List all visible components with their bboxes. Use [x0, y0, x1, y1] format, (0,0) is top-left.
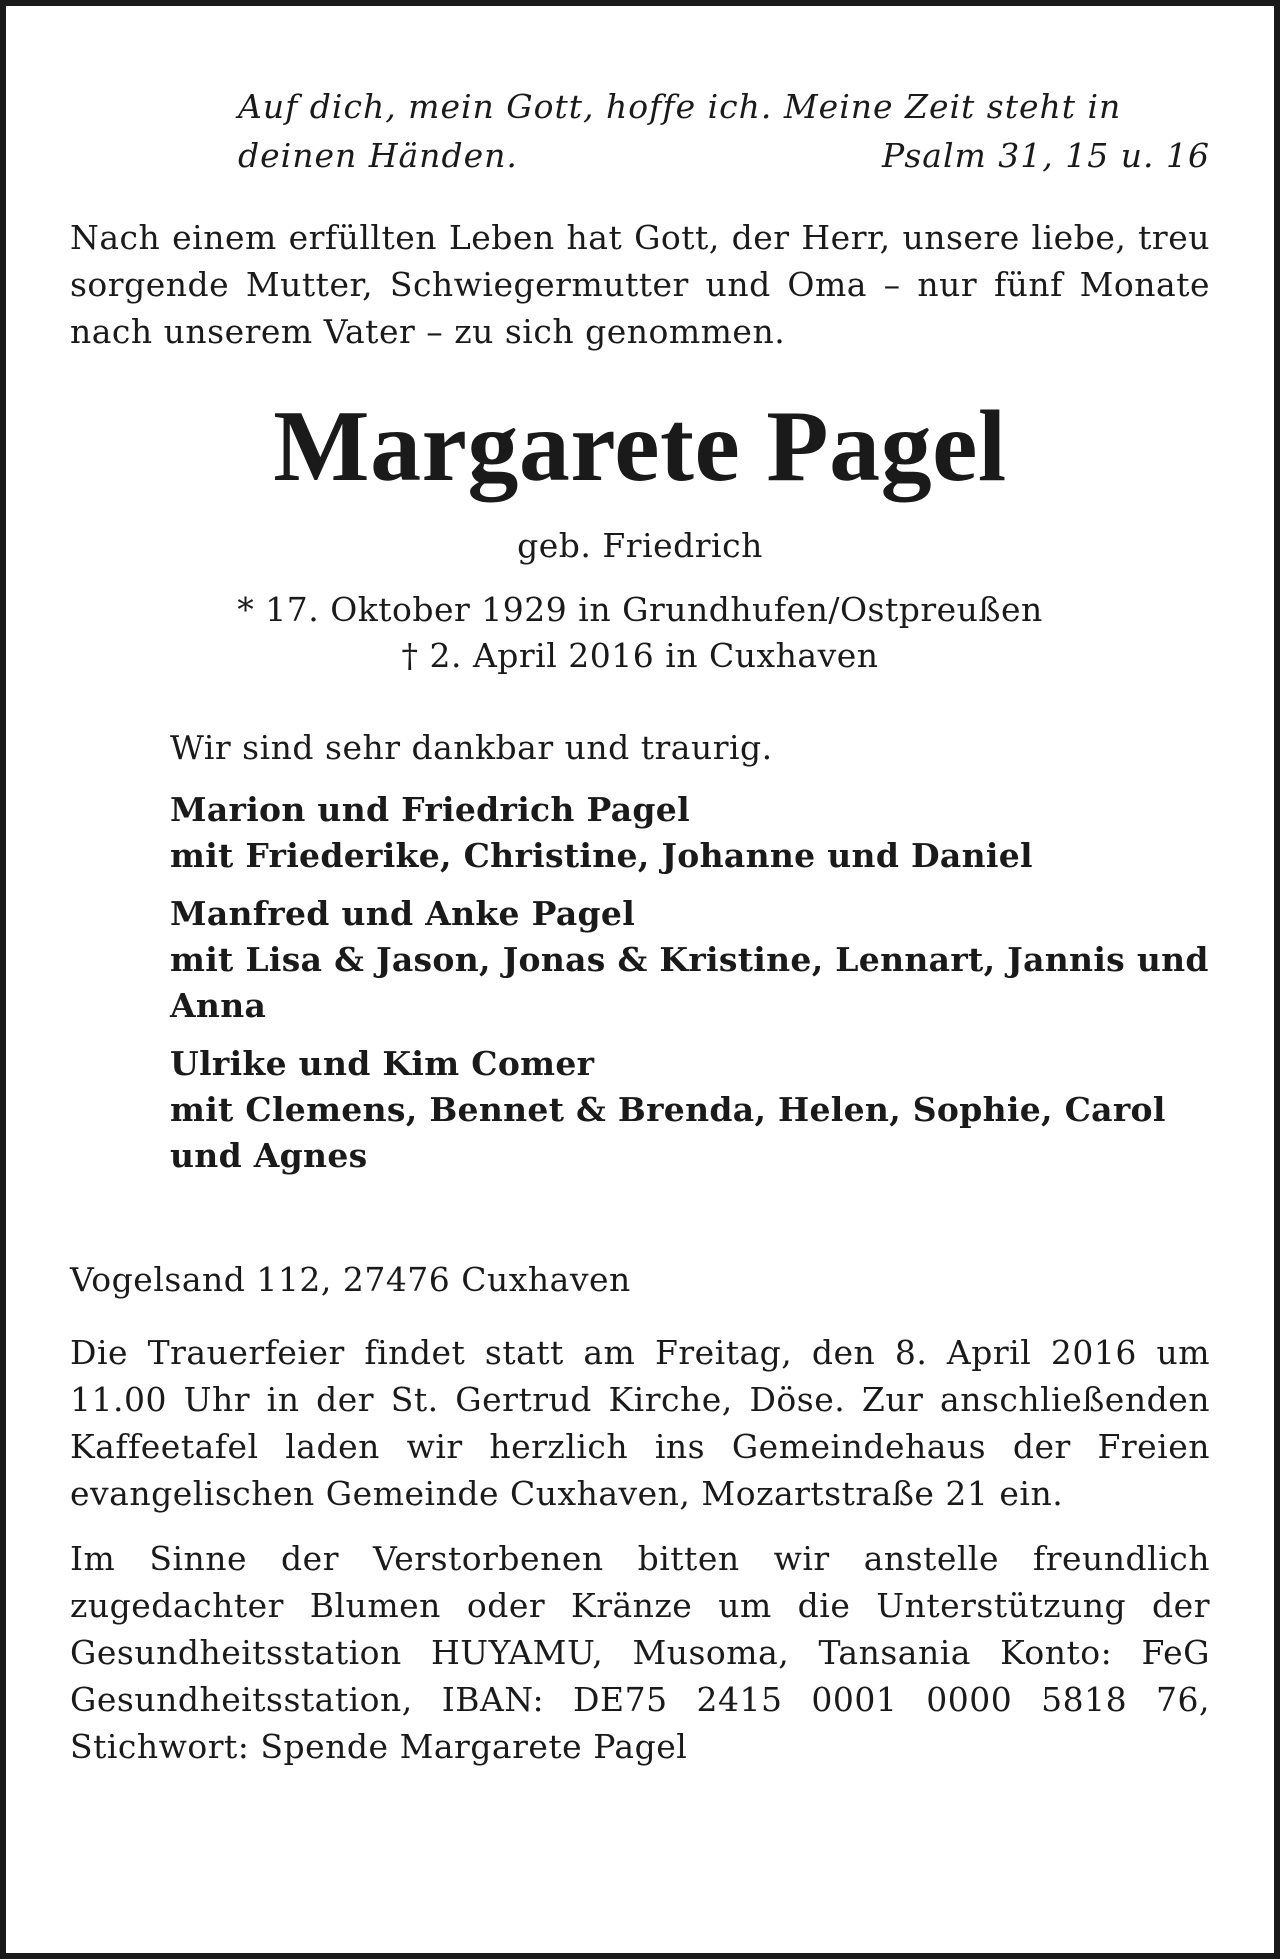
family-parents: Ulrike und Kim Comer	[170, 1044, 595, 1083]
family-entry	[170, 891, 1210, 1029]
maiden-name: geb. Friedrich	[517, 526, 763, 565]
verse-text-2: deinen Händen.	[238, 136, 518, 175]
death-date: † 2. April 2016 in Cuxhaven	[401, 636, 879, 675]
family-children: mit Lisa & Jason, Jonas & Kristine, Lennart, Jannis und Anna	[170, 940, 1209, 1025]
birth-date: * 17. Oktober 1929 in Grundhufen/Ostpreußen	[237, 590, 1043, 629]
verse-reference: Psalm 31, 15 u. 16	[882, 136, 1210, 175]
funeral-details: Die Trauerfeier findet statt am Freitag, den 8. April 2016 um 11.00 Uhr in der St. Gertrud Kirche, Döse. Zur anschließenden Kaffeetafel laden wir herzlich ins Gemeindehaus der Freien evangelischen Gemeinde Cuxhaven, Mozartstraße 21 ein.	[70, 1333, 1210, 1513]
life-dates	[70, 587, 1210, 679]
bible-verse	[238, 82, 1210, 180]
mourners-block	[170, 725, 1210, 1179]
donation-request: Im Sinne der Verstorbenen bitten wir anstelle freundlich zugedachter Blumen oder Kränze um die Unterstützung der Gesundheitsstation HUYAMU, Musoma, Tansania Konto: FeG Gesundheitsstation, IBAN: DE75 2415 0001 0000 5818 76, Stichwort: Spende Margarete Pagel	[70, 1539, 1210, 1766]
family-entry	[170, 787, 1210, 879]
intro-paragraph: Nach einem erfüllten Leben hat Gott, der Herr, unsere liebe, treu sorgende Mutter, Schwiegermutter und Oma – nur fünf Monate nach unserem Vater – zu sich genommen.	[70, 218, 1210, 351]
deceased-name: Margarete Pagel	[273, 390, 1007, 503]
family-entry	[170, 1041, 1210, 1179]
verse-text-1: Auf dich, mein Gott, hoffe ich. Meine Zeit steht in	[238, 87, 1122, 126]
thanks-line: Wir sind sehr dankbar und traurig.	[170, 728, 773, 767]
family-children: mit Clemens, Bennet & Brenda, Helen, Sophie, Carol und Agnes	[170, 1090, 1166, 1175]
family-children: mit Friederike, Christine, Johanne und Daniel	[170, 836, 1033, 875]
verse-line-1	[238, 82, 1210, 131]
verse-line-2	[238, 131, 1210, 180]
family-parents: Marion und Friedrich Pagel	[170, 790, 690, 829]
family-parents: Manfred und Anke Pagel	[170, 894, 636, 933]
home-address: Vogelsand 112, 27476 Cuxhaven	[70, 1260, 631, 1299]
